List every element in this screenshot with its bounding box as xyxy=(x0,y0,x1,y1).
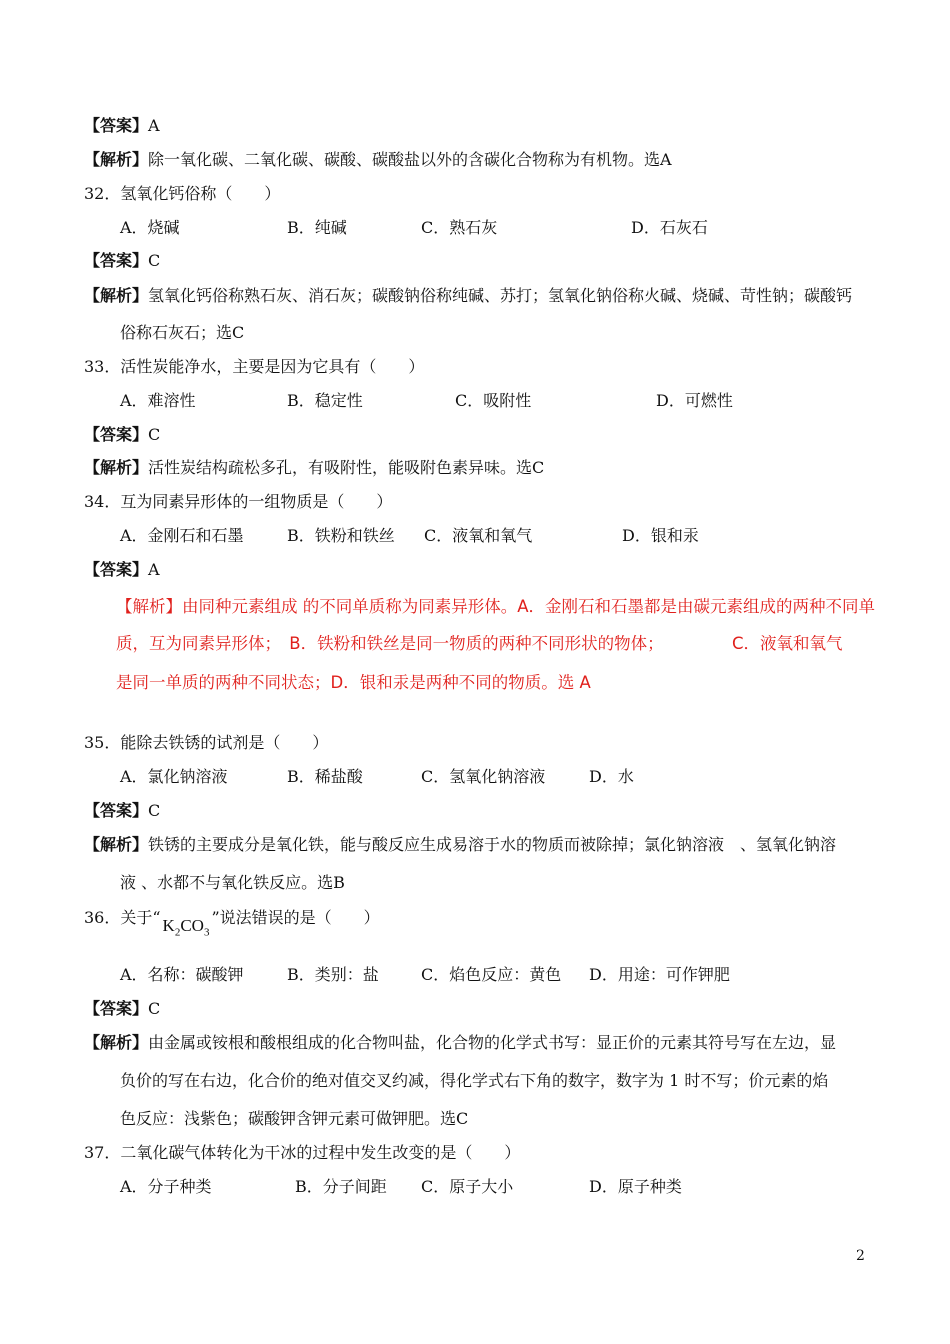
q34-stem: 34．互为同素异形体的一组物质是（ ） xyxy=(84,492,393,511)
q35-option-b: B．稀盐酸 xyxy=(287,767,363,786)
q32-analysis-line1: 【解析】氢氧化钙俗称熟石灰、消石灰；碳酸钠俗称纯碱、苏打；氢氧化钠俗称火碱、烧碱、苛性钠；碳酸钙 xyxy=(84,286,853,305)
q35-answer: 【答案】C xyxy=(84,801,161,820)
q32-stem: 32．氢氧化钙俗称（ ） xyxy=(84,184,281,203)
k2co3-formula: $K_2CO_3$ xyxy=(162,916,210,939)
q33-option-b: B．稳定性 xyxy=(287,391,363,410)
q33-option-d: D．可燃性 xyxy=(656,391,733,410)
q32-option-a: A．烧碱 xyxy=(120,218,180,237)
q32-option-b: B．纯碱 xyxy=(287,218,347,237)
q35-stem: 35．能除去铁锈的试剂是（ ） xyxy=(84,733,329,752)
q31-answer: 【答案】A xyxy=(84,116,160,135)
q35-analysis-line1: 【解析】铁锈的主要成分是氧化铁，能与酸反应生成易溶于水的物质而被除掉；氯化钠溶液 、氢氧化钠溶 xyxy=(84,835,837,854)
q34-option-a: A．金刚石和石墨 xyxy=(120,526,244,545)
q36-option-b: B．类别：盐 xyxy=(287,965,379,984)
q37-option-c: C．原子大小 xyxy=(421,1177,514,1196)
q34-answer: 【答案】A xyxy=(84,560,160,579)
q33-answer: 【答案】C xyxy=(84,425,161,444)
q33-option-c: C．吸附性 xyxy=(455,391,532,410)
page-number: 2 xyxy=(856,1248,865,1264)
q36-option-a: A．名称：碳酸钾 xyxy=(120,965,244,984)
q34-analysis-line2-tail: C．液氧和氧气 xyxy=(732,634,843,653)
q34-analysis-line2: 质，互为同素异形体； B．铁粉和铁丝是同一物质的两种不同形状的物体； xyxy=(116,634,664,653)
q34-option-b: B．铁粉和铁丝 xyxy=(287,526,395,545)
q36-analysis-line1: 【解析】由金属或铵根和酸根组成的化合物叫盐，化合物的化学式书写：显正价的元素其符号写在左边，显 xyxy=(84,1033,837,1052)
q34-analysis-line1: 【解析】由同种元素组成 的不同单质称为同素异形体。A．金刚石和石墨都是由碳元素组成的两种不同单 xyxy=(116,597,876,616)
q32-answer: 【答案】C xyxy=(84,251,161,270)
q32-option-c: C．熟石灰 xyxy=(421,218,498,237)
q35-option-c: C．氢氧化钠溶液 xyxy=(421,767,546,786)
q34-option-c: C．液氧和氧气 xyxy=(424,526,533,545)
q33-analysis: 【解析】活性炭结构疏松多孔，有吸附性，能吸附色素异味。选C xyxy=(84,458,545,477)
q33-option-a: A．难溶性 xyxy=(120,391,196,410)
q33-stem: 33．活性炭能净水，主要是因为它具有（ ） xyxy=(84,357,425,376)
q35-option-d: D．水 xyxy=(589,767,634,786)
q36-option-d: D．用途：可作钾肥 xyxy=(589,965,730,984)
q32-analysis-line2: 俗称石灰石；选C xyxy=(120,323,245,342)
q36-answer: 【答案】C xyxy=(84,999,161,1018)
q35-analysis-line2: 液 、水都不与氧化铁反应。选B xyxy=(120,873,345,892)
q37-option-a: A．分子种类 xyxy=(120,1177,212,1196)
q36-option-c: C．焰色反应：黄色 xyxy=(421,965,562,984)
q34-option-d: D．银和汞 xyxy=(622,526,699,545)
q36-analysis-line3: 色反应：浅紫色；碳酸钾含钾元素可做钾肥。选C xyxy=(120,1109,469,1128)
q37-stem: 37．二氧化碳气体转化为干冰的过程中发生改变的是（ ） xyxy=(84,1143,521,1162)
q35-option-a: A．氯化钠溶液 xyxy=(120,767,228,786)
q31-analysis: 【解析】除一氧化碳、二氧化碳、碳酸、碳酸盐以外的含碳化合物称为有机物。选A xyxy=(84,150,672,169)
q34-analysis-line3: 是同一单质的两种不同状态；D．银和汞是两种不同的物质。选 A xyxy=(116,673,591,692)
q37-option-d: D．原子种类 xyxy=(589,1177,682,1196)
q32-option-d: D．石灰石 xyxy=(631,218,708,237)
q36-analysis-line2: 负价的写在右边，化合价的绝对值交叉约减，得化学式右下角的数字，数字为 1 时不写；价元素的焰 xyxy=(120,1071,829,1090)
q36-stem: 36．关于“ $K_2CO_3$”说法错误的是（ ） xyxy=(84,907,380,935)
q37-option-b: B．分子间距 xyxy=(295,1177,387,1196)
